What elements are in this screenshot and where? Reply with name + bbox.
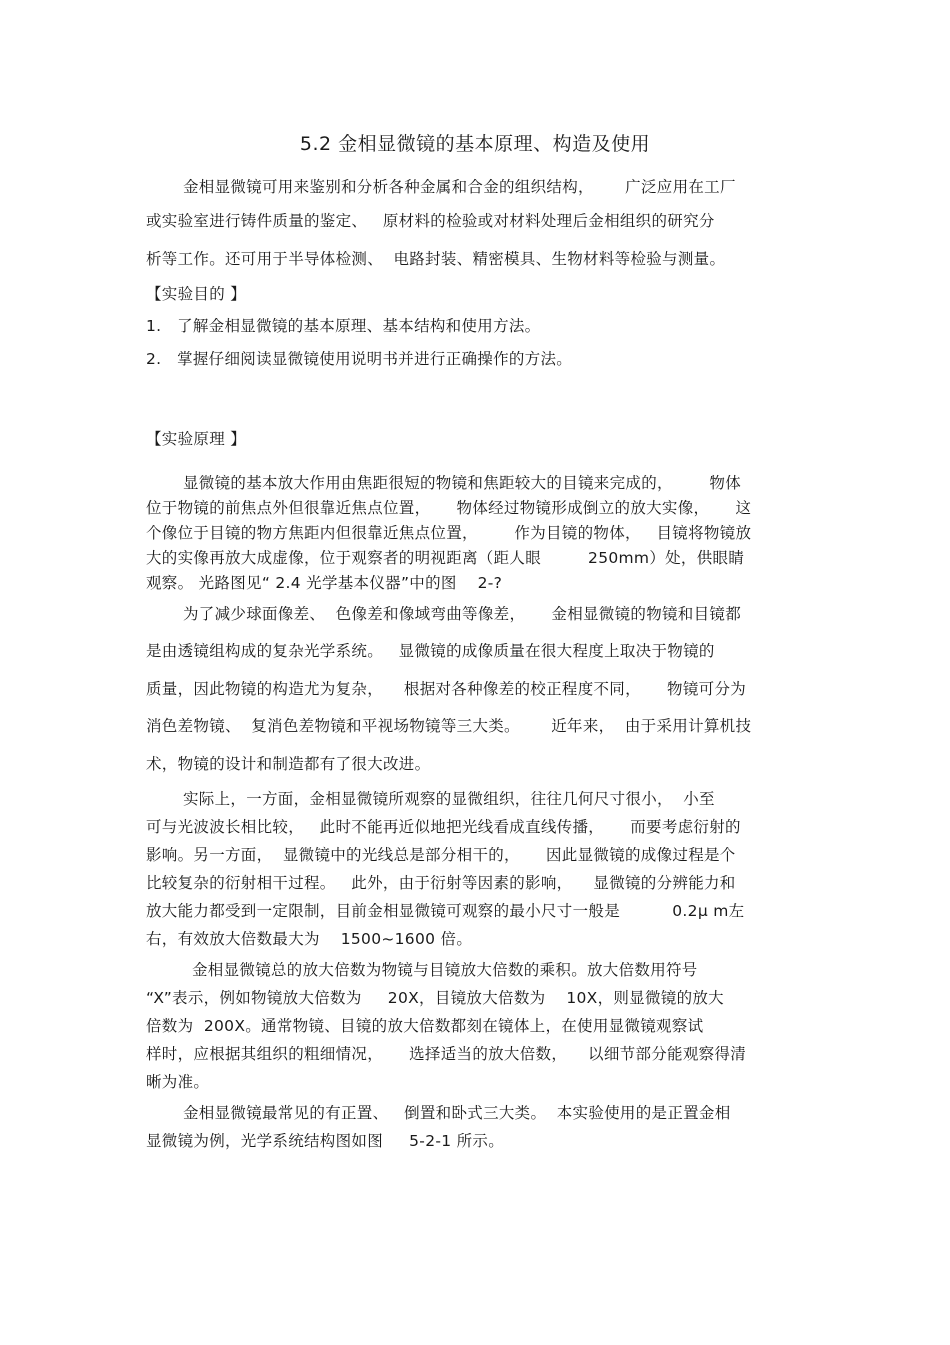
p2-line-1: 为了减少球面像差、 色像差和像域弯曲等像差， 金相显微镜的物镜和目镜都 — [183, 605, 741, 623]
p2-line-2: 是由透镜组构成的复杂光学系统。 显微镜的成像质量在很大程度上取决于物镜的 — [146, 642, 715, 660]
p3-line-2: 可与光波波长相比较， 此时不能再近似地把光线看成直线传播， 而要考虑衍射的 — [146, 818, 741, 836]
p4-line-5: 晰为准。 — [146, 1073, 210, 1091]
principle-heading: 【实验原理 】 — [146, 430, 247, 448]
p3-line-5: 放大能力都受到一定限制，目前金相显微镜可观察的最小尺寸一般是 0.2μ m左 — [146, 902, 745, 920]
p5-line-2: 显微镜为例，光学系统结构图如图 5-2-1 所示。 — [146, 1132, 505, 1150]
p1-line-4: 大的实像再放大成虚像，位于观察者的明视距离（距人眼 250mm）处，供眼睛 — [146, 549, 745, 567]
p4-line-1: 金相显微镜总的放大倍数为物镜与目镜放大倍数的乘积。放大倍数用符号 — [192, 961, 698, 979]
p5-line-1: 金相显微镜最常见的有正置、 倒置和卧式三大类。 本实验使用的是正置金相 — [183, 1104, 731, 1122]
p4-line-2: “X”表示，例如物镜放大倍数为 20X，目镜放大倍数为 10X，则显微镜的放大 — [146, 989, 724, 1007]
purpose-heading: 【实验目的 】 — [146, 285, 247, 303]
p3-line-4: 比较复杂的衍射相干过程。 此外，由于衍射等因素的影响， 显微镜的分辨能力和 — [146, 874, 736, 892]
intro-line-2: 或实验室进行铸件质量的鉴定、 原材料的检验或对材料处理后金相组织的研究分 — [146, 212, 715, 230]
p4-line-4: 样时，应根据其组织的粗细情况， 选择适当的放大倍数， 以细节部分能观察得清 — [146, 1045, 747, 1063]
section-title: 5.2 金相显微镜的基本原理、构造及使用 — [299, 133, 651, 155]
p1-line-1: 显微镜的基本放大作用由焦距很短的物镜和焦距较大的目镜来完成的， 物体 — [183, 474, 741, 492]
intro-line-3: 析等工作。还可用于半导体检测、 电路封装、精密模具、生物材料等检验与测量。 — [146, 250, 726, 268]
p1-line-3: 个像位于目镜的物方焦距内但很靠近焦点位置， 作为目镜的物体， 目镜将物镜放 — [146, 524, 752, 542]
purpose-item-2: 2. 掌握仔细阅读显微镜使用说明书并进行正确操作的方法。 — [146, 350, 573, 368]
p4-line-3: 倍数为 200X。通常物镜、目镜的放大倍数都刻在镜体上，在使用显微镜观察试 — [146, 1017, 704, 1035]
p2-line-5: 术，物镜的设计和制造都有了很大改进。 — [146, 755, 431, 773]
p3-line-3: 影响。另一方面， 显微镜中的光线总是部分相干的， 因此显微镜的成像过程是个 — [146, 846, 736, 864]
p1-line-2: 位于物镜的前焦点外但很靠近焦点位置， 物体经过物镜形成倒立的放大实像， 这 — [146, 499, 752, 517]
purpose-item-1: 1. 了解金相显微镜的基本原理、基本结构和使用方法。 — [146, 317, 541, 335]
p2-line-4: 消色差物镜、 复消色差物镜和平视场物镜等三大类。 近年来， 由于采用计算机技 — [146, 717, 752, 735]
p2-line-3: 质量，因此物镜的构造尤为复杂， 根据对各种像差的校正程度不同， 物镜可分为 — [146, 680, 747, 698]
p1-line-5: 观察。 光路图见“ 2.4 光学基本仪器”中的图 2-? — [146, 574, 503, 592]
intro-line-1: 金相显微镜可用来鉴别和分析各种金属和合金的组织结构， 广泛应用在工厂 — [183, 178, 736, 196]
p3-line-6: 右，有效放大倍数最大为 1500~1600 倍。 — [146, 930, 473, 948]
p3-line-1: 实际上，一方面，金相显微镜所观察的显微组织，往往几何尺寸很小， 小至 — [183, 790, 715, 808]
